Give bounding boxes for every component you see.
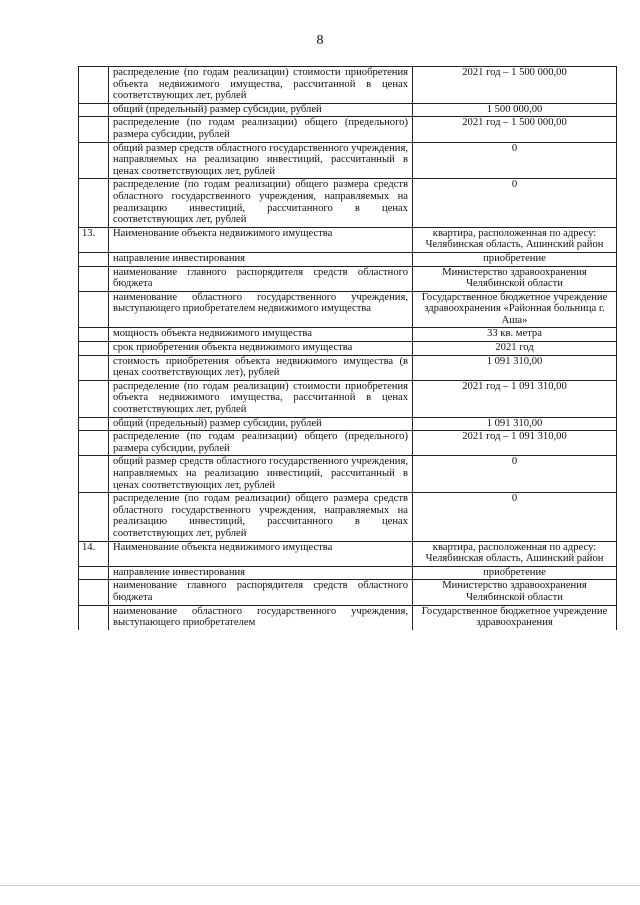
- row-number: [79, 328, 109, 342]
- table-row: [79, 227, 617, 252]
- row-number: 14.: [79, 541, 109, 566]
- table-row: [79, 431, 617, 456]
- row-value: 33 кв. метра: [413, 328, 617, 342]
- row-number: [79, 142, 109, 179]
- row-value: 1 091 310,00: [413, 417, 617, 431]
- row-number: [79, 291, 109, 328]
- table-row: [79, 580, 617, 605]
- table-row: [79, 541, 617, 566]
- row-value: 0: [413, 493, 617, 541]
- row-value: 2021 год – 1 091 310,00: [413, 431, 617, 456]
- row-value: 0: [413, 142, 617, 179]
- row-value: 0: [413, 456, 617, 493]
- row-description: общий размер средств областного государственного учреждения, направляемых на реализацию инвестиций, рассчитанный в ценах соответствующих лет, рублей: [109, 142, 413, 179]
- row-description: наименование главного распорядителя средств областного бюджета: [109, 266, 413, 291]
- row-number: [79, 179, 109, 227]
- table-row: [79, 266, 617, 291]
- row-description: срок приобретения объекта недвижимого имущества: [109, 342, 413, 356]
- row-value: 1 500 000,00: [413, 103, 617, 117]
- row-description: общий размер средств областного государственного учреждения, направляемых на реализацию инвестиций, рассчитанный в ценах соответствующих лет, рублей: [109, 456, 413, 493]
- table-row: [79, 493, 617, 541]
- row-description: распределение (по годам реализации) общего (предельного) размера субсидии, рублей: [109, 117, 413, 142]
- table-body: [79, 67, 617, 630]
- table-row: [79, 566, 617, 580]
- row-value: 2021 год: [413, 342, 617, 356]
- row-value: 0: [413, 179, 617, 227]
- row-description: направление инвестирования: [109, 252, 413, 266]
- table-row: [79, 417, 617, 431]
- row-description: наименование главного распорядителя средств областного бюджета: [109, 580, 413, 605]
- row-number: [79, 252, 109, 266]
- row-number: 13.: [79, 227, 109, 252]
- row-value: 2021 год – 1 500 000,00: [413, 117, 617, 142]
- row-number: [79, 342, 109, 356]
- row-value: 1 091 310,00: [413, 355, 617, 380]
- row-description: наименование областного государственного учреждения, выступающего приобретателем недвижимого имущества: [109, 291, 413, 328]
- table-row: [79, 142, 617, 179]
- row-number: [79, 103, 109, 117]
- table-row: [79, 291, 617, 328]
- row-description: стоимость приобретения объекта недвижимого имущества (в ценах соответствующих лет), рублей: [109, 355, 413, 380]
- row-description: общий (предельный) размер субсидии, рублей: [109, 103, 413, 117]
- row-description: распределение (по годам реализации) общего (предельного) размера субсидии, рублей: [109, 431, 413, 456]
- row-description: Наименование объекта недвижимого имущества: [109, 227, 413, 252]
- row-value: приобретение: [413, 252, 617, 266]
- table-row: [79, 67, 617, 104]
- investment-table: [78, 66, 617, 630]
- table-row: [79, 380, 617, 417]
- row-number: [79, 355, 109, 380]
- row-number: [79, 380, 109, 417]
- row-number: [79, 493, 109, 541]
- row-number: [79, 431, 109, 456]
- row-number: [79, 266, 109, 291]
- table-row: [79, 328, 617, 342]
- row-description: общий (предельный) размер субсидии, рублей: [109, 417, 413, 431]
- row-description: распределение (по годам реализации) стоимости приобретения объекта недвижимого имущества, рассчитанной в ценах соответствующих лет, рублей: [109, 67, 413, 104]
- row-number: [79, 417, 109, 431]
- row-value: Министерство здравоохранения Челябинской области: [413, 266, 617, 291]
- row-description: распределение (по годам реализации) стоимости приобретения объекта недвижимого имущества, рассчитанной в ценах соответствующих лет, рублей: [109, 380, 413, 417]
- row-value: квартира, расположенная по адресу: Челябинская область, Ашинский район: [413, 541, 617, 566]
- table-row: [79, 355, 617, 380]
- table-row: [79, 103, 617, 117]
- row-value: Государственное бюджетное учреждение здравоохранения «Районная больница г. Аша»: [413, 291, 617, 328]
- row-description: распределение (по годам реализации) общего размера средств областного государственного учреждения, направляемых на реализацию инвестиций, рассчитанного в ценах соответствующих лет, рублей: [109, 179, 413, 227]
- table-row: [79, 179, 617, 227]
- table-row: [79, 605, 617, 630]
- table-row: [79, 252, 617, 266]
- row-value: Министерство здравоохранения Челябинской области: [413, 580, 617, 605]
- row-value: квартира, расположенная по адресу: Челябинская область, Ашинский район: [413, 227, 617, 252]
- row-description: наименование областного государственного учреждения, выступающего приобретателем: [109, 605, 413, 630]
- row-number: [79, 605, 109, 630]
- row-value: приобретение: [413, 566, 617, 580]
- row-number: [79, 456, 109, 493]
- page-number: 8: [316, 33, 324, 48]
- row-description: направление инвестирования: [109, 566, 413, 580]
- row-description: Наименование объекта недвижимого имущества: [109, 541, 413, 566]
- row-number: [79, 566, 109, 580]
- row-description: распределение (по годам реализации) общего размера средств областного государственного учреждения, направляемых на реализацию инвестиций, рассчитанного в ценах соответствующих лет, рублей: [109, 493, 413, 541]
- row-value: 2021 год – 1 091 310,00: [413, 380, 617, 417]
- row-value: 2021 год – 1 500 000,00: [413, 67, 617, 104]
- table-row: [79, 342, 617, 356]
- table-row: [79, 456, 617, 493]
- row-number: [79, 580, 109, 605]
- row-description: мощность объекта недвижимого имущества: [109, 328, 413, 342]
- row-value: Государственное бюджетное учреждение здравоохранения: [413, 605, 617, 630]
- row-number: [79, 67, 109, 104]
- table-row: [79, 117, 617, 142]
- row-number: [79, 117, 109, 142]
- page-footer-line: [0, 885, 640, 886]
